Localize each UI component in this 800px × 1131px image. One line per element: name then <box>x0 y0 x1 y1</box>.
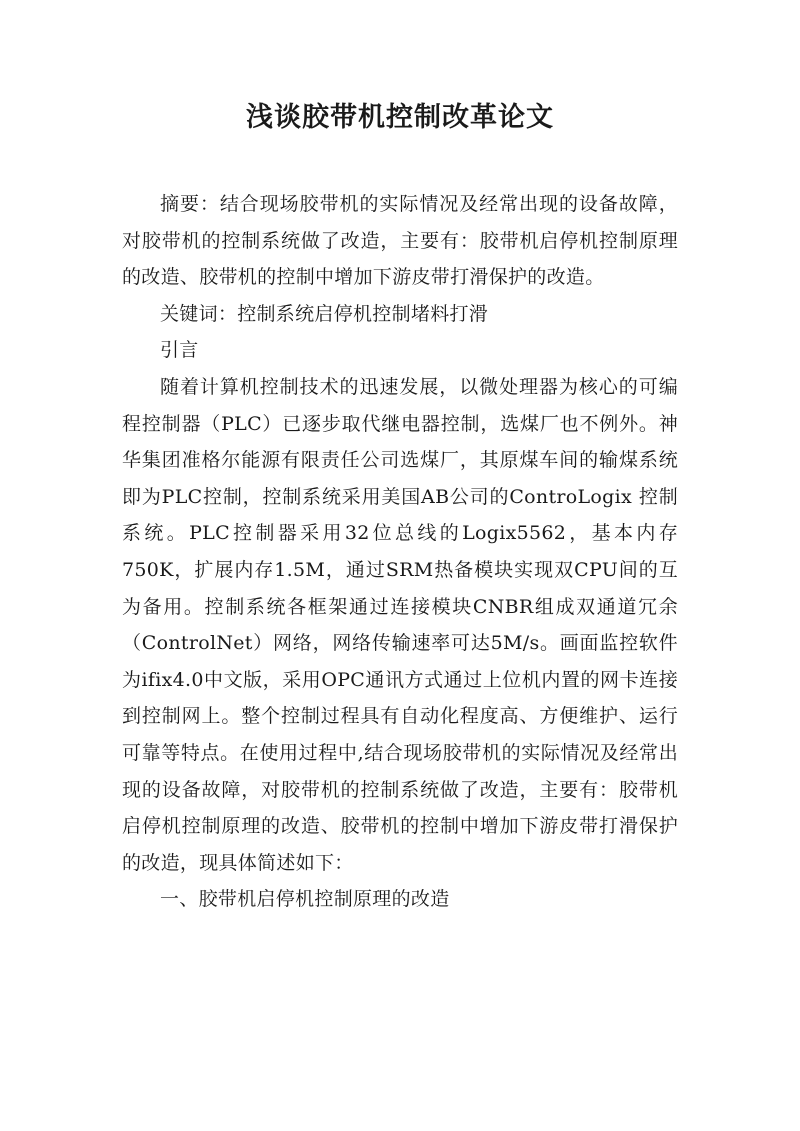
introduction-paragraph: 随着计算机控制技术的迅速发展，以微处理器为核心的可编程控制器（PLC）已逐步取代继电器控制，选煤厂也不例外。神华集团准格尔能源有限责任公司选煤厂，其原煤车间的输煤系统即为PLC控制，控制系统采用美国AB公司的ControLogix 控制系统。PLC控制器采用32位总线的Logix5562，基本内存750K，扩展内存1.5M，通过SRM热备模块实现双CPU间的互为备用。控制系统各框架通过连接模块CNBR组成双通道冗余（ControlNet）网络，网络传输速率可达5M/s。画面监控软件为ifix4.0中文版，采用OPC通讯方式通过上位机内置的网卡连接到控制网上。整个控制过程具有自动化程度高、方便维护、运行可靠等特点。在使用过程中,结合现场胶带机的实际情况及经常出现的设备故障，对胶带机的控制系统做了改造，主要有：胶带机启停机控制原理的改造、胶带机的控制中增加下游皮带打滑保护的改造，现具体简述如下： <box>122 375 678 874</box>
abstract-paragraph: 摘要：结合现场胶带机的实际情况及经常出现的设备故障，对胶带机的控制系统做了改造，主要有：胶带机启停机控制原理的改造、胶带机的控制中增加下游皮带打滑保护的改造。 <box>122 193 678 289</box>
section-heading-introduction: 引言 <box>160 339 199 362</box>
document-body <box>122 186 678 918</box>
keywords-paragraph: 关键词：控制系统启停机控制堵料打滑 <box>160 302 489 325</box>
section-heading-1: 一、胶带机启停机控制原理的改造 <box>160 888 450 911</box>
document-title: 浅谈胶带机控制改革论文 <box>246 102 554 133</box>
